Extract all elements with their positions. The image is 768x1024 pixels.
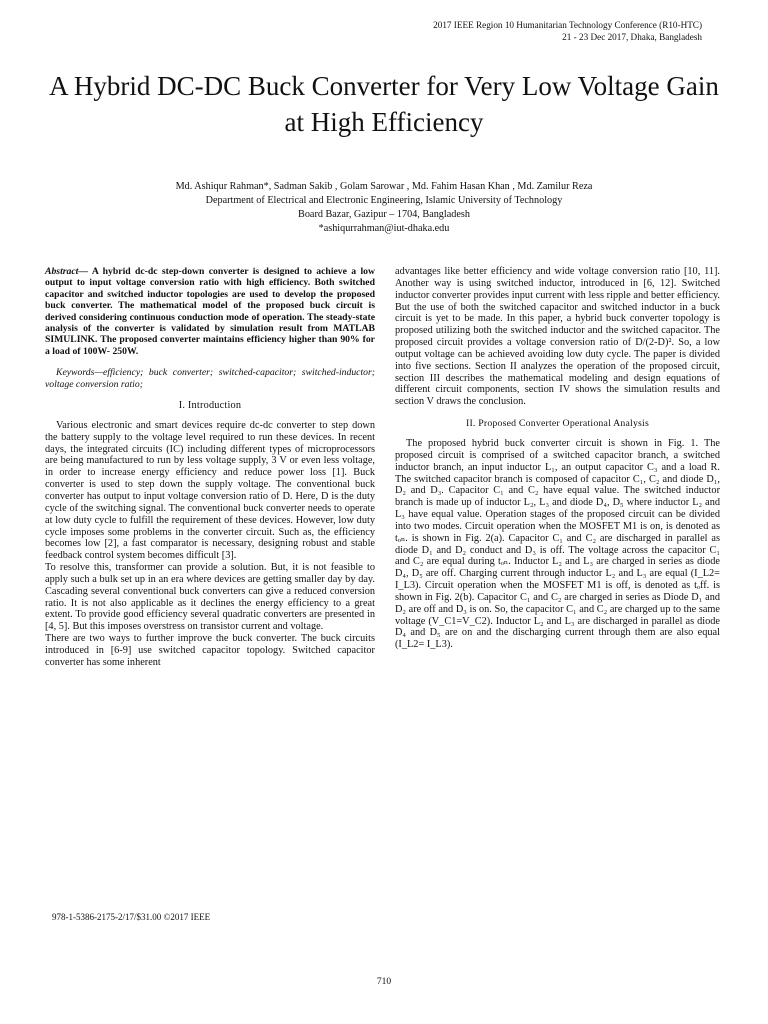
paper-title: A Hybrid DC-DC Buck Converter for Very Low Voltage Gain at High Efficiency bbox=[49, 71, 719, 137]
abstract-text: A hybrid dc-dc step-down converter is designed to achieve a low output to input voltage conversion ratio with high efficiency. Both switched capacitor and switched inductor topologies are used to develop the proposed buck converter. The mathematical model of the proposed buck circuit is derived considering continuous conduction mode of operation. The steady-state analysis of the converter is validated by simulation result from MATLAB SIMULINK. The proposed converter maintains efficiency higher than 90% for a load of 100W- 250W. bbox=[45, 266, 375, 357]
keywords: Keywords—efficiency; buck converter; switched-capacitor; switched-inductor; voltage conversion ratio; bbox=[45, 367, 375, 390]
section-heading-introduction: I. Introduction bbox=[178, 400, 242, 412]
author-block bbox=[30, 180, 738, 236]
conference-line-1: 2017 IEEE Region 10 Humanitarian Technology Conference (R10-HTC) bbox=[433, 20, 702, 30]
left-column bbox=[45, 266, 375, 669]
conference-header bbox=[433, 20, 702, 43]
intro-continuation: advantages like better efficiency and wide voltage conversion ratio [10, 11]. Another way is using switched inductor, introduced in [6, 12]. Switched inductor converter provides input current with less ripple and better efficiency. But the use of both the switched capacitor and switched inductor in a buck circuit is yet to be made. In this paper, a hybrid buck converter topology is proposed utilizing both the switched inductor and the switched capacitor. The proposed circuit provides a voltage conversion ratio of D/(2-D)². So, a low output voltage can be achieved avoiding low duty cycle. The paper is divided into five sections. Section II analyzes the operation of the proposed circuit, section III describes the mathematical modeling and design equations of different circuit components, section IV shows the simulation results and section V draws the conclusion. bbox=[395, 266, 720, 408]
page-number: 710 bbox=[376, 977, 392, 987]
conference-line-2: 21 - 23 Dec 2017, Dhaka, Bangladesh bbox=[562, 31, 702, 42]
analysis-paragraph-1: The proposed hybrid buck converter circuit is shown in Fig. 1. The proposed circuit is comprised of a switched capacitor branch, a switched inductor branch, an input inductor L₁, an output capacitor C₃ and a load R. The switched capacitor branch is composed of capacitor C₁, C₂ and diode D₁, D₂ and D₃. Capacitor C₁ and C₂ have equal value. The switched inductor branch is made up of inductor L₂, L₃ and diode D₄, D₅ where inductor L₂ and L₃ have equal value. Operation stages of the proposed circuit can be divided into two modes. Circuit operation when the MOSFET M1 is on, is denoted as tₒₙ. is shown in Fig. 2(a). Capacitor C₁ and C₂ are discharged in parallel as diode D₁ and D₂ conduct and D₃ is off. The voltage across the capacitor C₁ and C₂ are equal during tₒₙ. Inductor L₂ and L₃ are charged in series as diode D₄, D₅ are off. Charging current through inductor L₂ and L₃ are equal (I_L2= I_L3). Circuit operation when the MOSFET M1 is off, is denoted as tₒff. is shown in Fig. 2(b). Capacitor C₁ and C₂ are charged in series as Diode D₁ and D₂ are off and D₃ is on. So, the capacitor C₁ and C₂ are charged up to the same voltage (V_C1=V_C2). Inductor L₂ and L₃ are discharged in parallel as diode D₄ and D₅ are on and the discharging current through them are also equal (I_L2= I_L3). bbox=[395, 437, 720, 651]
abstract-lead: Abstract— bbox=[45, 266, 89, 277]
email: *ashiqurrahman@iut-dhaka.edu bbox=[318, 223, 450, 234]
abstract bbox=[45, 266, 375, 357]
authors: Md. Ashiqur Rahman*, Sadman Sakib , Golam Sarowar , Md. Fahim Hasan Khan , Md. Zamilur Reza bbox=[175, 181, 593, 192]
address: Board Bazar, Gazipur – 1704, Bangladesh bbox=[298, 209, 470, 220]
intro-paragraph-3: There are two ways to further improve the buck converter. The buck circuits introduced in [6-9] use switched capacitor topology. Switched capacitor converter has some inherent bbox=[45, 633, 375, 668]
affiliation: Department of Electrical and Electronic Engineering, Islamic University of Technology bbox=[205, 195, 563, 206]
intro-paragraph-2: To resolve this, transformer can provide a solution. But, it is not feasible to apply such a bulk set up in an era where devices are getting smaller day by day. Cascading several conventional buck converters can give a reduced conversion ratio. It is not also applicable as it declines the energy efficiency to a great extent. To provide good efficiency several quadratic converters are presented in [4, 5]. But this imposes overstress on transistor current and voltage. bbox=[45, 562, 375, 633]
right-column bbox=[395, 266, 720, 651]
intro-paragraph-1: Various electronic and smart devices require dc-dc converter to step down the battery supply to the voltage level required to run these devices. In recent days, the integrated circuits (IC) including different types of microprocessors are being manufactured to run by less voltage supply, 3 V or even less voltage, in order to increase energy efficiency and reduce power loss [1]. Buck converter is used to step down the supply voltage. The conventional buck converter has output to input voltage conversion ratio of D. Here, D is the duty cycle of the switching signal. The conventional buck converter needs to operate at low duty cycle to fulfill the requirement of these devices. However, low duty cycle imposes some problems in the converter circuit. Such as, the efficiency becomes low [2], a fast comparator is necessary, designing robust and stable feedback control system becomes difficult [3]. bbox=[45, 419, 375, 562]
section-heading-analysis: II. Proposed Converter Operational Analysis bbox=[465, 418, 649, 430]
isbn-footer: 978-1-5386-2175-2/17/$31.00 ©2017 IEEE bbox=[52, 912, 211, 922]
